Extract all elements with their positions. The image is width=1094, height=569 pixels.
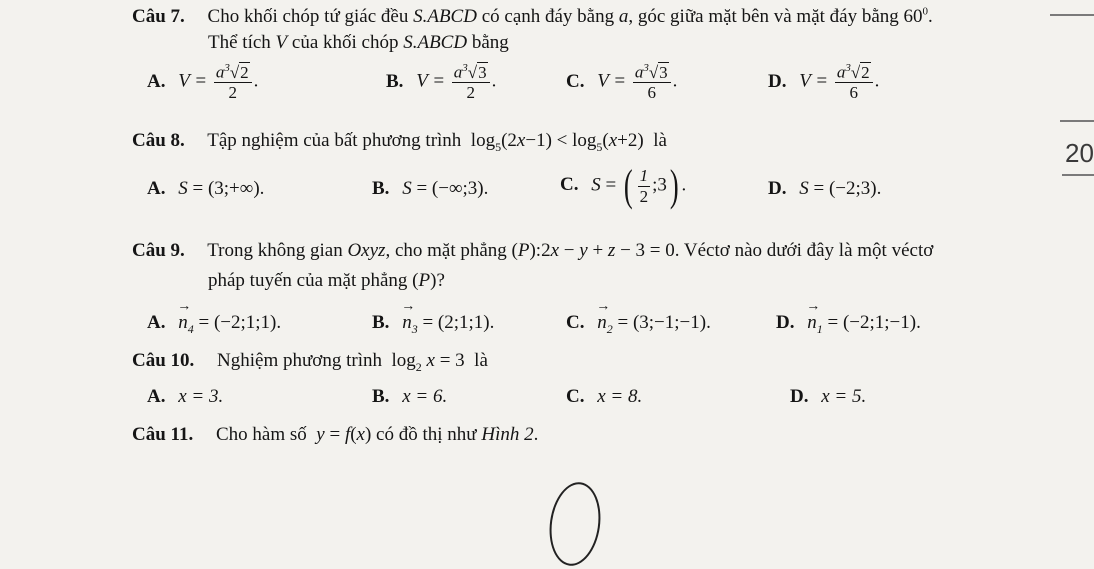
- vector-n1: → $n_1$: [807, 312, 823, 337]
- q8-stem: [132, 130, 667, 155]
- q9-stem-line2: [208, 270, 445, 292]
- option-value: x = 8.: [597, 386, 643, 407]
- fraction: $\frac{a^3√3}{6}$: [633, 62, 671, 103]
- q10-option-a[interactable]: [147, 386, 223, 408]
- option-letter: B.: [372, 312, 390, 333]
- q9-text: Trong không gian Oxyz, cho mặt phẳng (P):2x − y + z − 3 = 0. Véctơ nào dưới đây là một véctơ: [207, 240, 934, 261]
- fraction: $\frac{a^3√2}{2}$: [214, 62, 252, 103]
- option-letter: D.: [790, 386, 809, 407]
- fraction: $\frac{a^3√2}{6}$: [835, 62, 873, 103]
- q9-option-b[interactable]: [372, 312, 494, 337]
- edge-line: [1050, 14, 1094, 16]
- edge-line: [1062, 174, 1094, 176]
- fraction: $\frac{1}{2}$: [639, 165, 649, 206]
- side-fragment-text: 20: [1065, 138, 1094, 168]
- q11-stem: [132, 424, 538, 446]
- q9-number: Câu 9.: [132, 240, 185, 261]
- option-letter: B.: [372, 386, 390, 407]
- q9-option-a[interactable]: [147, 312, 281, 337]
- option-value: = (−2;1;1).: [198, 312, 282, 333]
- handwritten-answer-circle: [544, 479, 605, 569]
- option-letter: A.: [147, 312, 166, 333]
- q11-number: Câu 11.: [132, 424, 194, 445]
- option-value: = (2;1;1).: [422, 312, 495, 333]
- option-letter: D.: [768, 70, 787, 92]
- option-letter: C.: [560, 174, 579, 196]
- q11-text: Cho hàm số y = f(x) có đồ thị như Hình 2.: [216, 424, 539, 445]
- option-value: x = 6.: [402, 386, 448, 407]
- option-letter: A.: [147, 178, 166, 199]
- option-letter: C.: [566, 386, 585, 407]
- option-letter: D.: [776, 312, 795, 333]
- q10-option-d[interactable]: [790, 386, 866, 408]
- q9-text2: pháp tuyến của mặt phẳng (P)?: [208, 270, 445, 291]
- vector-n3: → $n_3$: [402, 312, 418, 337]
- option-value: = (3;−1;−1).: [617, 312, 711, 333]
- q7-option-c[interactable]: C. V = $\frac{a^3√3}{6}$ .: [566, 62, 678, 103]
- q7-number: Câu 7.: [132, 6, 185, 28]
- option-letter: C.: [566, 312, 585, 333]
- option-letter: B.: [386, 70, 404, 92]
- option-letter: C.: [566, 70, 585, 92]
- q7-text2: Thể tích V của khối chóp S.ABCD bằng: [208, 32, 509, 53]
- q7-option-a[interactable]: A. V = $\frac{a^3√2}{2}$ .: [147, 62, 259, 103]
- q7-stem-line2: [208, 32, 509, 54]
- q9-option-c[interactable]: [566, 312, 711, 337]
- q7-text: Cho khối chóp tứ giác đều S.ABCD có cạnh đáy bằng a, góc giữa mặt bên và mặt đáy bằng $60^0$.: [207, 6, 933, 28]
- q10-number: Câu 10.: [132, 350, 195, 371]
- q7-stem: [132, 6, 933, 28]
- option-letter: A.: [147, 70, 166, 92]
- option-value: = (−2;1;−1).: [827, 312, 921, 333]
- q7-option-d[interactable]: D. V = $\frac{a^3√2}{6}$ .: [768, 62, 880, 103]
- option-letter: A.: [147, 386, 166, 407]
- option-letter: B.: [372, 178, 390, 199]
- q7-option-b[interactable]: B. V = $\frac{a^3√3}{2}$ .: [386, 62, 497, 103]
- q8-option-a[interactable]: A. S = (3;+∞).: [147, 178, 265, 199]
- q8-option-b[interactable]: B. S = (−∞;3).: [372, 178, 489, 199]
- q8-option-d[interactable]: D. S = (−2;3).: [768, 178, 882, 199]
- q10-text: Nghiệm phương trình $\log_2 x = 3$ là: [217, 350, 488, 374]
- q10-option-c[interactable]: [566, 386, 642, 408]
- q10-stem: [132, 350, 488, 375]
- q10-option-b[interactable]: [372, 386, 447, 408]
- vector-n4: → $n_4$: [178, 312, 194, 337]
- q9-option-d[interactable]: [776, 312, 921, 337]
- vector-n2: → $n_2$: [597, 312, 613, 337]
- option-value: x = 3.: [178, 386, 224, 407]
- option-letter: D.: [768, 178, 787, 199]
- option-value: x = 5.: [821, 386, 867, 407]
- fraction: $\frac{a^3√3}{2}$: [452, 62, 490, 103]
- q8-text: Tập nghiệm của bất phương trình $\log_5(2x-1) < \log_5(x+2)$ là: [207, 130, 667, 154]
- q9-stem: [132, 240, 933, 262]
- edge-line: [1060, 120, 1094, 122]
- q8-option-c[interactable]: C. S = ( $\frac{1}{2}$ ;3) .: [560, 161, 687, 210]
- q8-number: Câu 8.: [132, 130, 185, 151]
